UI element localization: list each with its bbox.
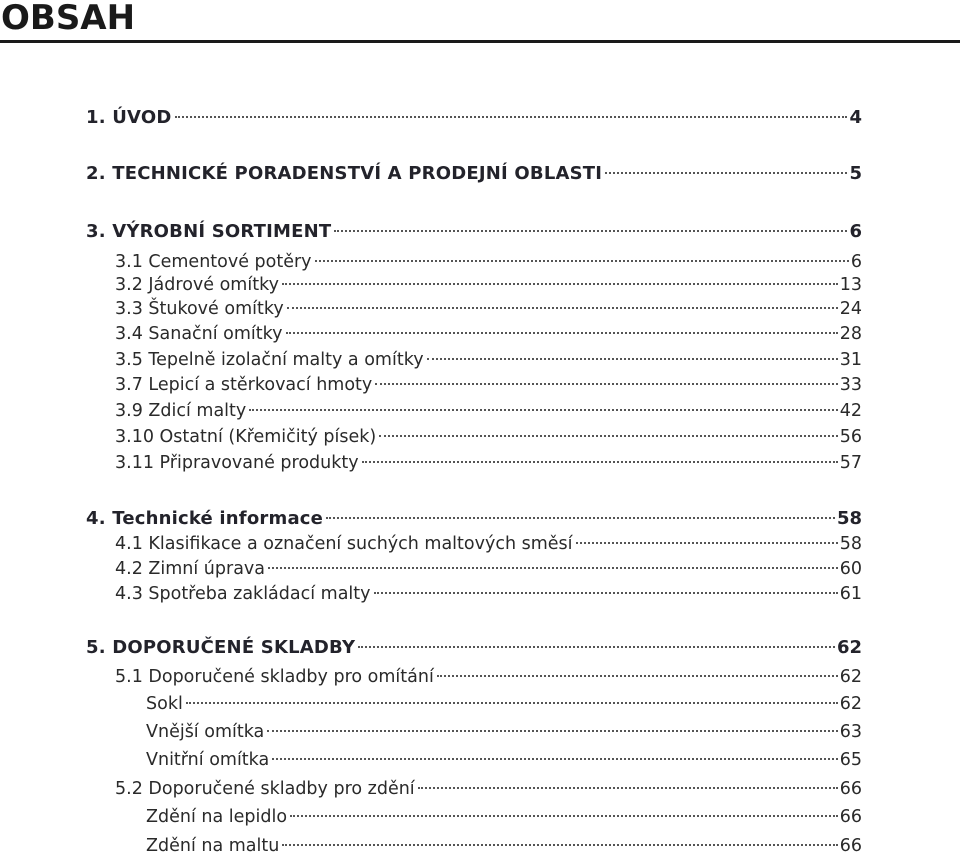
dot-leader [249,409,837,411]
toc-page-number: 24 [839,299,862,319]
toc-entry-label: Zdění na lepidlo [146,807,288,827]
toc-page-number: 63 [839,722,862,742]
toc-page-number: 4 [849,107,862,128]
toc-entry-label: 5.2 Doporučené skladby pro zdění [115,779,415,799]
dot-leader [286,332,838,334]
toc-entry-label: 3.9 Zdicí malty [115,401,247,421]
toc-page-number: 13 [839,275,862,295]
toc-page-number: 57 [839,453,862,473]
toc-entry-label: Vnitřní omítka [146,750,270,770]
toc-entry[interactable] [115,399,862,423]
toc-entry[interactable] [115,451,862,475]
dot-leader [175,116,848,118]
toc-page-number: 5 [849,163,862,184]
toc-page-number: 66 [839,807,862,827]
toc-page-number: 31 [839,350,862,370]
toc-entry-label: 4. Technické informace [86,508,324,529]
page-title: OBSAH [1,0,136,38]
dot-leader [362,461,838,463]
toc-chapter-entry[interactable] [86,106,862,130]
dot-leader [418,787,838,789]
toc-entry[interactable] [115,297,862,321]
toc-page-number: 61 [839,584,862,604]
dot-leader [272,758,838,760]
toc-entry-label: 4.2 Zimní úprava [115,559,266,579]
title-divider [0,40,960,43]
dot-leader [287,307,838,309]
toc-entry-label: 4.1 Klasifikace a označení suchých maltových směsí [115,534,573,554]
toc-entry[interactable] [115,665,862,689]
toc-entry-label: Vnější omítka [146,722,265,742]
toc-page-number: 66 [839,779,862,799]
toc-entry[interactable] [146,692,862,716]
dot-leader [334,230,847,232]
toc-chapter-entry[interactable] [86,220,862,244]
dot-leader [315,260,849,262]
toc-chapter-entry[interactable] [86,636,862,660]
toc-entry[interactable] [115,250,862,274]
dot-leader [375,383,837,385]
dot-leader [326,517,835,519]
toc-entry-label: 3.5 Tepelně izolační malty a omítky [115,350,424,370]
dot-leader [186,702,838,704]
toc-entry[interactable] [146,720,862,744]
toc-page-number: 56 [839,427,862,447]
toc-entry[interactable] [115,322,862,346]
toc-entry[interactable] [115,373,862,397]
toc-entry-label: 5.1 Doporučené skladby pro omítání [115,667,434,687]
toc-entry-label: 5. DOPORUČENÉ SKLADBY [86,637,356,658]
dot-leader [268,567,838,569]
toc-entry-label: 3.2 Jádrové omítky [115,275,279,295]
toc-entry-label: 3.3 Štukové omítky [115,299,284,319]
toc-entry-label: 3.7 Lepicí a stěrkovací hmoty [115,375,373,395]
toc-entry-label: 3. VÝROBNÍ SORTIMENT [86,221,332,242]
toc-entry-label: Zdění na maltu [146,836,280,856]
toc-page-number: 65 [839,750,862,770]
toc-entry[interactable] [115,777,862,801]
toc-entry-label: Sokl [146,694,183,714]
dot-leader [374,592,838,594]
toc-entry[interactable] [115,557,862,581]
toc-entry[interactable] [146,805,862,829]
toc-page-number: 28 [839,324,862,344]
dot-leader [576,542,838,544]
toc-page-number: 62 [839,667,862,687]
toc-page-number: 60 [839,559,862,579]
toc-entry[interactable] [115,532,862,556]
toc-entry-label: 2. TECHNICKÉ PORADENSTVÍ A PRODEJNÍ OBLASTI [86,163,603,184]
dot-leader [379,435,837,437]
toc-page-number: 62 [839,694,862,714]
toc-page-number: 6 [850,252,862,272]
toc-entry-label: 4.3 Spotřeba zakládací malty [115,584,371,604]
toc-entry-label: 1. ÚVOD [86,107,172,128]
toc-page-number: 58 [836,508,862,529]
toc-entry-label: 3.4 Sanační omítky [115,324,283,344]
dot-leader [282,283,838,285]
dot-leader [427,358,838,360]
dot-leader [358,646,835,648]
toc-page-number: 42 [839,401,862,421]
toc-page-number: 33 [839,375,862,395]
toc-entry[interactable] [146,834,862,858]
toc-entry[interactable] [115,425,862,449]
toc-page-number: 62 [836,637,862,658]
toc-entry[interactable] [115,582,862,606]
dot-leader [282,844,837,846]
toc-entry-label: 3.10 Ostatní (Křemičitý písek) [115,427,377,447]
toc-entry-label: 3.11 Připravované produkty [115,453,359,473]
dot-leader [290,815,838,817]
toc-page-number: 6 [849,221,862,242]
toc-page-number: 66 [839,836,862,856]
dot-leader [605,172,847,174]
toc-page-number: 58 [839,534,862,554]
toc-entry[interactable] [146,748,862,772]
toc-entry[interactable] [115,273,862,297]
dot-leader [267,730,837,732]
toc-entry-label: 3.1 Cementové potěry [115,252,312,272]
toc-chapter-entry[interactable] [86,162,862,186]
toc-chapter-entry[interactable] [86,507,862,531]
toc-entry[interactable] [115,348,862,372]
dot-leader [437,675,838,677]
